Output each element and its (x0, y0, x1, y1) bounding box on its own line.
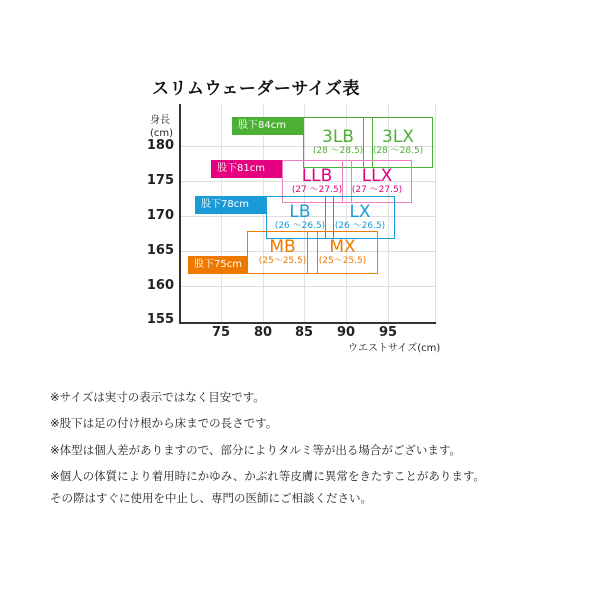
size-name: 3LX (382, 127, 414, 147)
inseam-tag-84: 股下84cm (232, 117, 303, 135)
y-tick-label: 180 (146, 138, 174, 153)
gridline (180, 286, 436, 287)
y-tick-label: 170 (146, 208, 174, 223)
y-tick-label: 165 (146, 243, 174, 258)
size-box-mx (307, 231, 378, 274)
size-range: (25〜25.5) (258, 256, 307, 266)
size-range: (28 〜28.5) (312, 146, 364, 156)
x-tick-label: 95 (378, 325, 398, 340)
size-name: LLX (361, 166, 393, 186)
note-4: ※個人の体質により着用時にかゆみ、かぶれ等皮膚に異常をきたすことがあります。 (50, 469, 485, 483)
size-name: MX (329, 237, 356, 257)
note-1: ※サイズは実寸の表示ではなく目安です。 (50, 390, 265, 404)
y-axis-label: 身長(cm) (150, 115, 174, 139)
size-name: 3LB (322, 127, 354, 147)
inseam-tag-75: 股下75cm (188, 256, 247, 274)
x-tick-label: 90 (336, 325, 356, 340)
y-axis (179, 104, 181, 324)
size-range: (26 〜26.5) (274, 221, 326, 231)
x-tick-label: 75 (211, 325, 231, 340)
note-5: その際はすぐに使用を中止し、専門の医師にご相談ください。 (50, 491, 372, 505)
y-tick-label: 155 (146, 312, 174, 327)
chart-title: スリムウェーダーサイズ表 (152, 79, 360, 99)
size-range: (26 〜26.5) (334, 221, 386, 231)
size-range: (27 〜27.5) (291, 185, 343, 195)
x-axis-label: ウエストサイズ(cm) (348, 343, 441, 354)
size-range: (28 〜28.5) (372, 146, 424, 156)
size-name: LLB (301, 166, 333, 186)
size-name: LX (349, 202, 371, 222)
size-range: (25〜25.5) (318, 256, 367, 266)
size-name: LB (289, 202, 311, 222)
note-2: ※股下は足の付け根から床までの長さです。 (50, 416, 278, 430)
x-axis (179, 322, 436, 324)
y-tick-label: 160 (146, 278, 174, 293)
x-tick-label: 80 (253, 325, 273, 340)
size-name: MB (269, 237, 296, 257)
note-3: ※体型は個人差がありますので、部分によりタルミ等が出る場合がございます。 (50, 443, 461, 457)
inseam-tag-78: 股下78cm (195, 196, 266, 214)
gridline (435, 104, 436, 323)
y-tick-label: 175 (146, 173, 174, 188)
x-tick-label: 85 (294, 325, 314, 340)
inseam-tag-81: 股下81cm (211, 160, 282, 178)
size-range: (27 〜27.5) (351, 185, 403, 195)
